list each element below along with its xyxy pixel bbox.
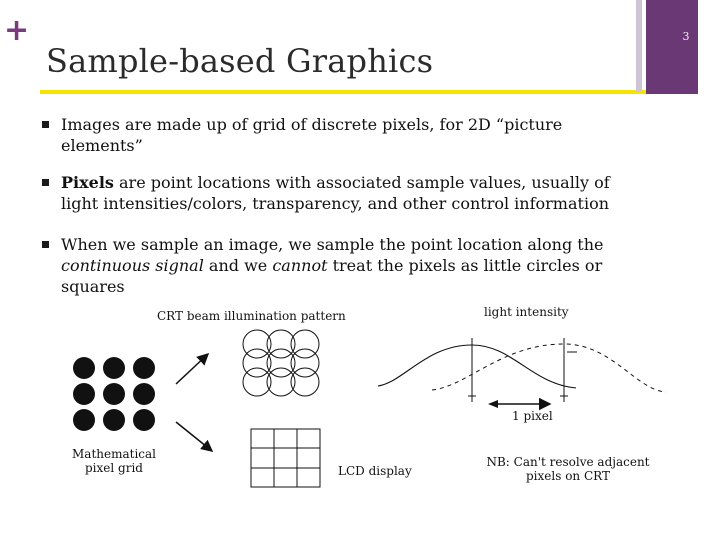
bullet-text: and we bbox=[203, 256, 273, 275]
slide-title: Sample-based Graphics bbox=[46, 42, 434, 80]
bullet-text: treat the pixels as little circles or squares bbox=[61, 256, 603, 296]
pixel-label: 1 pixel bbox=[512, 409, 553, 423]
math-grid-label: Mathematical pixel grid bbox=[72, 447, 156, 475]
bullet-term-pixels: Pixels bbox=[61, 173, 114, 192]
lcd-grid bbox=[251, 429, 320, 487]
crt-label: CRT beam illumination pattern bbox=[157, 309, 346, 323]
intensity-curve-dashed bbox=[432, 344, 666, 392]
bullet-emphasis: cannot bbox=[272, 256, 328, 275]
light-intensity-label: light intensity bbox=[484, 305, 569, 319]
bullet-text: are point locations with associated sample values, usually of light intensities/colors, transparency, and other control information bbox=[61, 173, 610, 213]
plus-icon: + bbox=[4, 13, 30, 48]
arrow-to-crt bbox=[176, 354, 208, 384]
bullet-text: Images are made up of grid of discrete pixels, for 2D “picture elements” bbox=[61, 115, 563, 155]
crt-circles bbox=[243, 330, 319, 396]
math-pixel-dots bbox=[73, 357, 155, 431]
crt-note: NB: Can't resolve adjacent pixels on CRT bbox=[486, 455, 650, 483]
bullet-text: When we sample an image, we sample the point location along the bbox=[61, 235, 604, 254]
intensity-curve-solid bbox=[378, 345, 576, 388]
lcd-label: LCD display bbox=[338, 464, 412, 478]
arrow-to-lcd bbox=[176, 422, 212, 451]
page-number: 3 bbox=[682, 30, 690, 43]
bullet-emphasis: continuous signal bbox=[61, 256, 204, 275]
